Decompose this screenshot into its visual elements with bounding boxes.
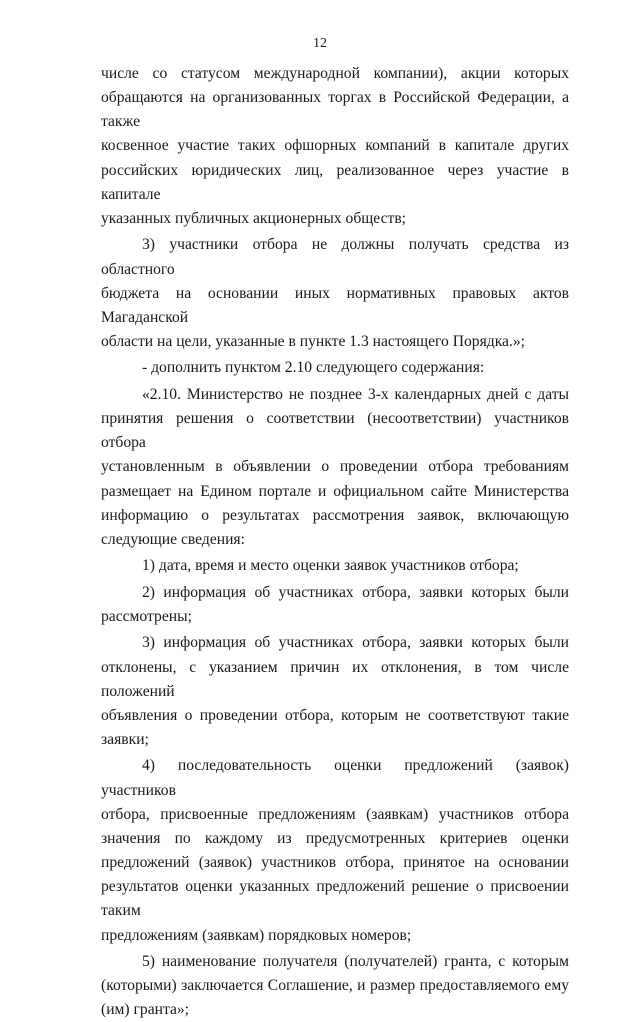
text-line: 3) информация об участниках отбора, заявки которых были	[142, 634, 569, 652]
text-line: установленным в объявлении о проведении отбора требованиям	[101, 458, 569, 476]
text-line: информацию о результатах рассмотрения заявок, включающую	[101, 506, 569, 524]
text-line: 5) наименование получателя (получателей) гранта, с которым	[142, 953, 569, 970]
text-line: 1) дата, время и место оценки заявок участников отбора;	[142, 557, 519, 575]
paragraph	[101, 383, 569, 552]
text-line: отклонены, с указанием причин их отклонения, в том числе положений	[101, 658, 569, 700]
paragraph	[101, 950, 569, 1022]
text-line: отбора, присвоенные предложениям (заявкам) участников отбора	[101, 805, 569, 823]
text-line: следующие сведения:	[101, 530, 245, 548]
text-line: бюджета на основании иных нормативных правовых актов Магаданской	[101, 284, 569, 326]
text-line: результатов оценки указанных предложений решение о присвоении таким	[101, 878, 569, 920]
text-line: российских юридических лиц, реализованное через участие в капитале	[101, 161, 569, 203]
text-line: (которыми) заключается Соглашение, и размер предоставляемого ему	[101, 977, 569, 995]
paragraph	[101, 62, 569, 231]
text-line: размещает на Едином портале и официальном сайте Министерства	[101, 482, 569, 500]
text-line: числе со статусом международной компании), акции которых	[101, 65, 569, 82]
paragraph	[101, 356, 569, 380]
text-line: указанных публичных акционерных обществ;	[101, 209, 407, 227]
text-line: обращаются на организованных торгах в Российской Федерации, а также	[101, 89, 569, 131]
text-line: значения по каждому из предусмотренных критериев оценки	[101, 829, 569, 847]
paragraph	[101, 554, 569, 578]
text-line: объявления о проведении отбора, которым не соответствуют такие	[101, 706, 569, 724]
text-line: «2.10. Министерство не позднее 3-х календарных дней с даты	[142, 385, 569, 403]
text-line: - дополнить пунктом 2.10 следующего содержания:	[142, 359, 485, 377]
text-line: (им) гранта»;	[101, 1001, 190, 1019]
text-line: 4) последовательность оценки предложений (заявок) участников	[101, 757, 569, 799]
text-line: области на цели, указанные в пункте 1.3 настоящего Порядка.»;	[101, 333, 525, 351]
text-line: предложений (заявок) участников отбора, принятое на основании	[101, 854, 569, 872]
text-line: косвенное участие таких офшорных компаний в капитале других	[101, 137, 569, 155]
text-line: рассмотрены;	[101, 607, 192, 625]
document-body	[101, 62, 569, 1022]
paragraph	[101, 754, 569, 947]
text-line: 2) информация об участниках отбора, заявки которых были	[142, 583, 569, 601]
paragraph	[101, 631, 569, 752]
text-line: предложениям (заявкам) порядковых номеров;	[101, 926, 412, 944]
paragraph	[101, 233, 569, 354]
text-line: 3) участники отбора не должны получать средства из областного	[101, 236, 569, 278]
page-number: 12	[313, 36, 327, 51]
text-line: принятия решения о соответствии (несоответствии) участников отбора	[101, 410, 569, 452]
text-line: заявки;	[101, 731, 149, 748]
paragraph	[101, 581, 569, 629]
